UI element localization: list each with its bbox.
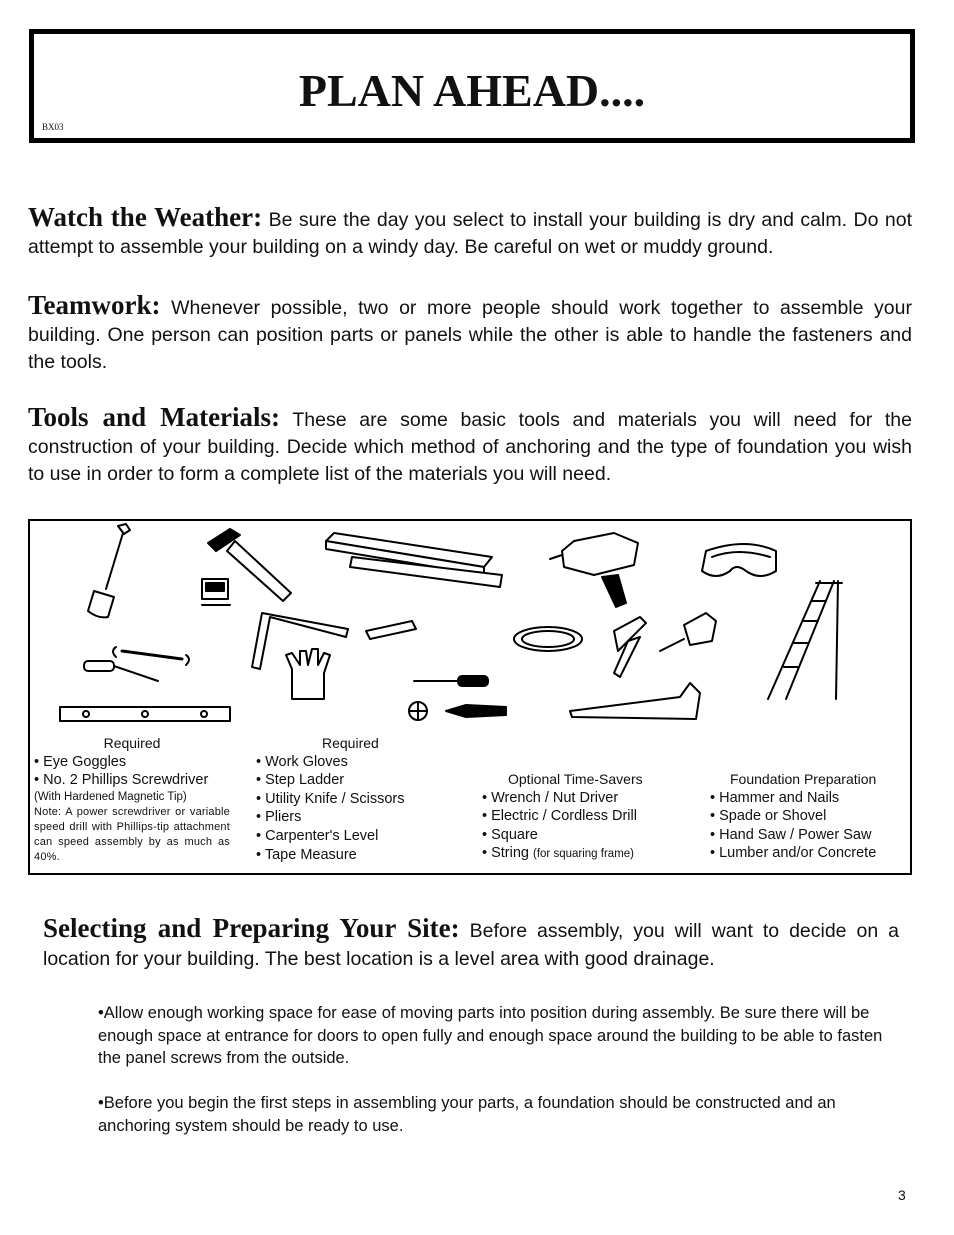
list-item: • Square: [482, 826, 538, 843]
pliers-icon: [614, 617, 646, 677]
power-screwdriver-note: Note: A power screwdriver or variable speed drill with Phillips-tip attachment can speed assembly by as much as 40%.: [34, 805, 230, 863]
string-note: (for squaring frame): [533, 848, 634, 861]
required-column-1: [34, 734, 230, 865]
phillips-tip-icon: [409, 702, 427, 720]
optional-heading: Optional Time-Savers: [508, 771, 643, 787]
teamwork-section: [28, 292, 912, 376]
step-ladder-icon: [768, 581, 842, 699]
weather-heading: Watch the Weather:: [28, 202, 263, 232]
goggles-icon: [702, 544, 776, 576]
list-item: • Eye Goggles: [34, 753, 127, 770]
wrench-icon: [113, 647, 189, 665]
glove-icon: [286, 649, 330, 699]
teamwork-heading: Teamwork:: [28, 290, 161, 320]
required-heading-2: Required: [322, 735, 379, 751]
list-item: • Lumber and/or Concrete: [710, 845, 877, 862]
foundation-column: [710, 770, 906, 863]
list-item: • Carpenter's Level: [256, 827, 379, 844]
hand-saw-icon: [570, 683, 700, 719]
list-item: • Wrench / Nut Driver: [482, 789, 619, 806]
string-item: • String: [482, 845, 529, 862]
box-cutter-icon: [366, 621, 416, 639]
site-heading: Selecting and Preparing Your Site:: [43, 913, 460, 943]
list-item: • Spade or Shovel: [710, 808, 827, 825]
title-box: [29, 29, 915, 143]
list-item: • Pliers: [256, 809, 302, 826]
string-icon: [514, 627, 582, 651]
foundation-heading: Foundation Preparation: [730, 771, 877, 787]
list-item: • Tape Measure: [256, 846, 357, 863]
site-section: [43, 914, 899, 973]
shovel-icon: [88, 524, 130, 617]
list-item: • Electric / Cordless Drill: [482, 808, 637, 825]
page-title: PLAN AHEAD....: [298, 65, 646, 116]
weather-text: Be sure the day you select to install your building is dry and calm. Do not attempt to assemble your building on a windy day. Be careful on wet or muddy ground.: [28, 209, 913, 258]
list-item: • Work Gloves: [256, 753, 348, 770]
list-item: • Utility Knife / Scissors: [256, 790, 405, 807]
site-bullet: •Before you begin the first steps in assembling your parts, a foundation should be constructed and an anchoring system should be ready to use.: [98, 1094, 836, 1135]
list-item: • Hand Saw / Power Saw: [710, 826, 872, 843]
screwdriver-tip-note: (With Hardened Magnetic Tip): [34, 790, 187, 803]
tools-box: [28, 519, 912, 875]
site-text: Before assembly, you will want to decide on a location for your building. The best location is a level area with good drainage.: [43, 920, 899, 970]
screwdriver-icon: [84, 661, 158, 681]
tools-illustration: [30, 521, 910, 736]
tools-text: These are some basic tools and materials you will need for the construction of your building. Decide which method of anchoring and the type of foundation you wish to use in order to form a complete list of the materials you will need.: [28, 409, 912, 485]
weather-section: [28, 204, 912, 261]
lumber-icon: [326, 533, 502, 587]
list-item: • No. 2 Phillips Screwdriver: [34, 772, 209, 789]
tape-measure-icon: [660, 613, 716, 651]
required-column-2: [256, 734, 456, 864]
tools-section: [28, 404, 912, 488]
optional-column: [482, 770, 692, 863]
list-item: • Hammer and Nails: [710, 789, 840, 806]
list-item: • Step Ladder: [256, 772, 345, 789]
list-item: [482, 844, 692, 863]
bit-icon: [446, 705, 506, 717]
site-bullet: •Allow enough working space for ease of moving parts into position during assembly. Be sure there will be enough space at entrance for doors to open fully and enough space around the building to be able to fasten the panel screws from the outside.: [98, 1004, 883, 1067]
drill-icon: [550, 533, 638, 607]
page-number: 3: [898, 1187, 906, 1203]
utility-knife-icon: [202, 579, 230, 605]
tools-heading: Tools and Materials:: [28, 402, 281, 432]
required-heading-1: Required: [103, 735, 161, 751]
level-icon: [60, 707, 230, 721]
teamwork-text: Whenever possible, two or more people should work together to assemble your building. One person can position parts or panels while the other is able to handle the fasteners and the tools.: [28, 297, 912, 373]
phillips-screwdriver-icon: [414, 676, 488, 686]
document-code: BX03: [42, 122, 64, 132]
